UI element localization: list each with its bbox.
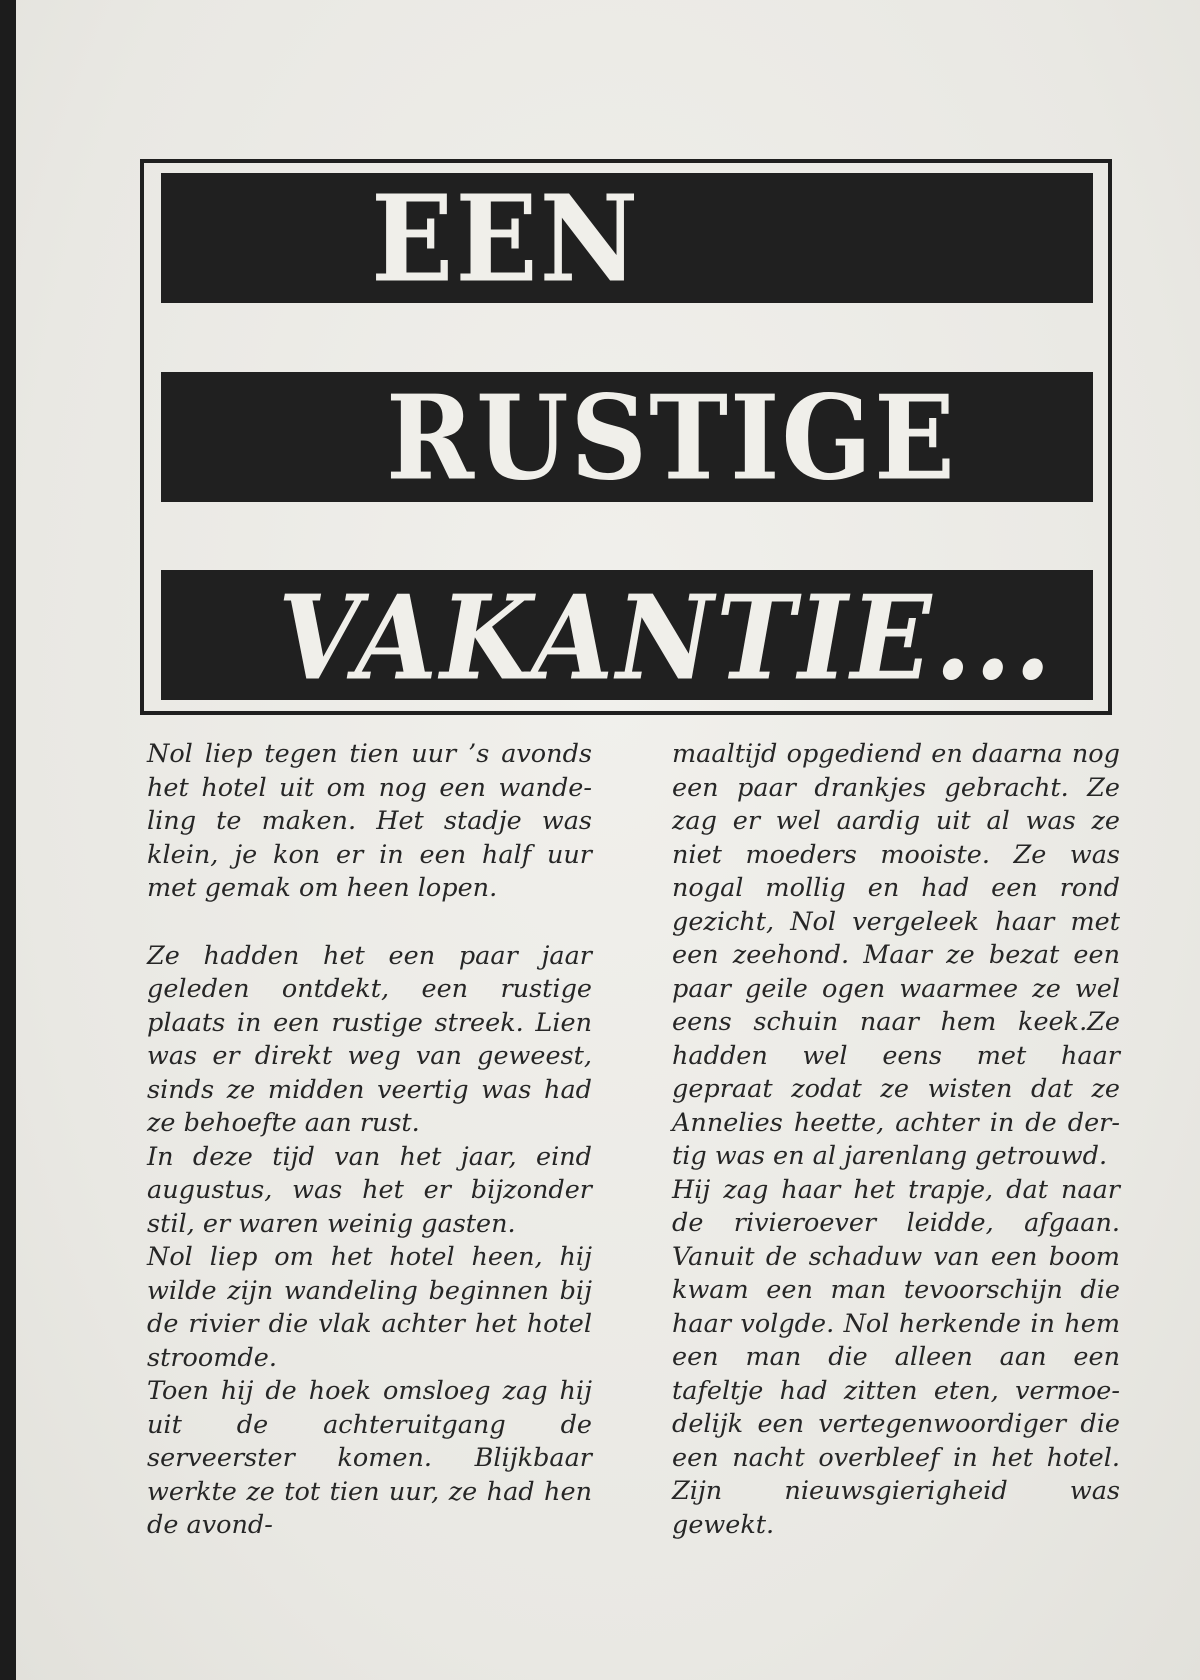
paragraph: Nol liep tegen tien uur ’s avonds het hotel uit om nog een wande-ling te maken. Het stadje was klein, je kon er in een half uur met gemak om heen lopen. [147, 739, 592, 903]
title-line-3: VAKANTIE... [278, 568, 1055, 707]
paragraph: Ze hadden het een paar jaar geleden ontdekt, een rustige plaats in een rustige streek. Lien was er direkt weg van geweest, sinds ze midden veertig was had ze behoefte aan rust. [147, 940, 592, 1138]
story-column-right [672, 738, 1120, 1542]
paragraph: Toen hij de hoek omsloeg zag hij uit de achteruitgang de serveerster komen. Blijkbaar werkte ze tot tien uur, ze had hen de avond- [147, 1376, 592, 1540]
paragraph: Nol liep om het hotel heen, hij wilde zijn wandeling beginnen bij de rivier die vlak achter het hotel stroomde. [147, 1242, 592, 1373]
paragraph: In deze tijd van het jaar, eind augustus, was het er bijzonder stil, er waren weinig gasten. [147, 1141, 592, 1239]
paragraph: maaltijd opgediend en daarna nog een paar drankjes gebracht. Ze zag er wel aardig uit al was ze niet moeders mooiste. Ze was nogal mollig en had een rond gezicht, Nol vergeleek haar met een zeehond. Maar ze bezat een paar geile ogen waarmee ze wel eens schuin naar hem keek.Ze hadden wel eens met haar gepraat zodat ze wisten dat ze Annelies heette, achter in de der-tig was en al jarenlang getrouwd. [672, 739, 1120, 1171]
title-line-1: EEN [371, 170, 641, 310]
paragraph: Hij zag haar het trapje, dat naar de rivieroever leidde, afgaan. Vanuit de schaduw van een boom kwam een man tevoorschijn die haar volgde. Nol herkende in hem een man die alleen aan een tafeltje had zitten eten, vermoe-delijk een vertegenwoordiger die een nacht overbleef in het hotel. Zijn nieuwsgierigheid was gewekt. [672, 1174, 1120, 1540]
title-line-2: RUSTIGE [386, 368, 957, 507]
magazine-page [16, 0, 1200, 1680]
story-column-left [147, 738, 592, 1543]
